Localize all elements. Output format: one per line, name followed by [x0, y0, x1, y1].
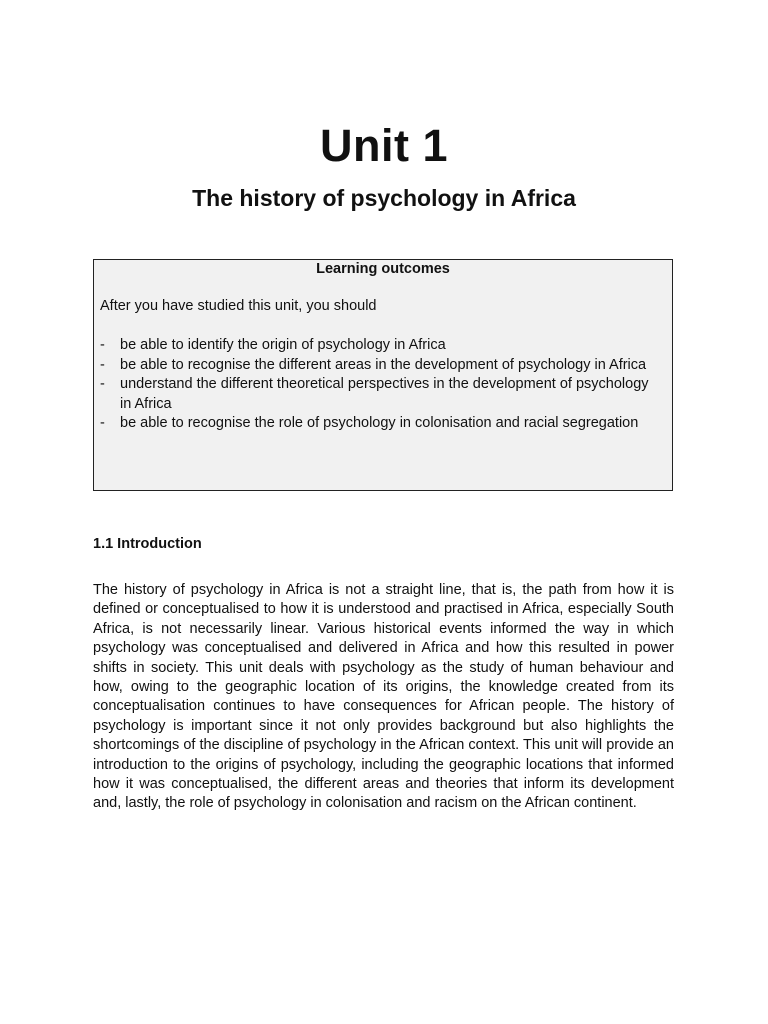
list-dash: -	[100, 415, 105, 431]
learning-outcome-text: be able to recognise the different areas in the development of psychology in Africa	[120, 356, 647, 373]
list-dash: -	[100, 376, 105, 392]
unit-subtitle: The history of psychology in Africa	[192, 185, 576, 211]
list-dash: -	[100, 356, 105, 373]
list-dash: -	[100, 337, 105, 353]
unit-title: Unit 1	[319, 120, 448, 171]
learning-outcome-item	[100, 336, 660, 356]
learning-outcome-text: be able to recognise the role of psychology in colonisation and racial segregation	[120, 415, 639, 431]
learning-outcome-item	[100, 414, 660, 434]
learning-outcomes-box	[93, 259, 673, 491]
learning-outcomes-list	[100, 336, 660, 434]
section-heading-introduction: 1.1 Introduction	[93, 536, 202, 552]
learning-outcome-text: be able to identify the origin of psychology in Africa	[120, 337, 446, 353]
learning-outcomes-heading: Learning outcomes	[316, 261, 450, 277]
learning-outcomes-intro: After you have studied this unit, you should	[100, 298, 377, 314]
learning-outcome-text: understand the different theoretical perspectives in the development of psychology in Africa	[120, 376, 649, 412]
learning-outcome-item	[100, 375, 660, 414]
learning-outcome-item	[100, 356, 660, 376]
introduction-paragraph: The history of psychology in Africa is not a straight line, that is, the path from how it is defined or conceptualised to how it is understood and practised in Africa, especially South Africa, is not necessarily linear. Various historical events informed the way in which psychology was conceptualised and delivered in Africa and how this resulted in power shifts in society. This unit deals with psychology as the study of human behaviour and how, owing to the geographic location of its origins, the knowledge created from its conceptualisation continues to have consequences for African people. The history of psychology is important since it not only provides background but also highlights the shortcomings of the discipline of psychology in the African context. This unit will provide an introduction to the origins of psychology, including the geographic locations that informed how it was conceptualised, the different areas and theories that inform its development and, lastly, the role of psychology in colonisation and racism on the African continent.	[93, 582, 674, 812]
